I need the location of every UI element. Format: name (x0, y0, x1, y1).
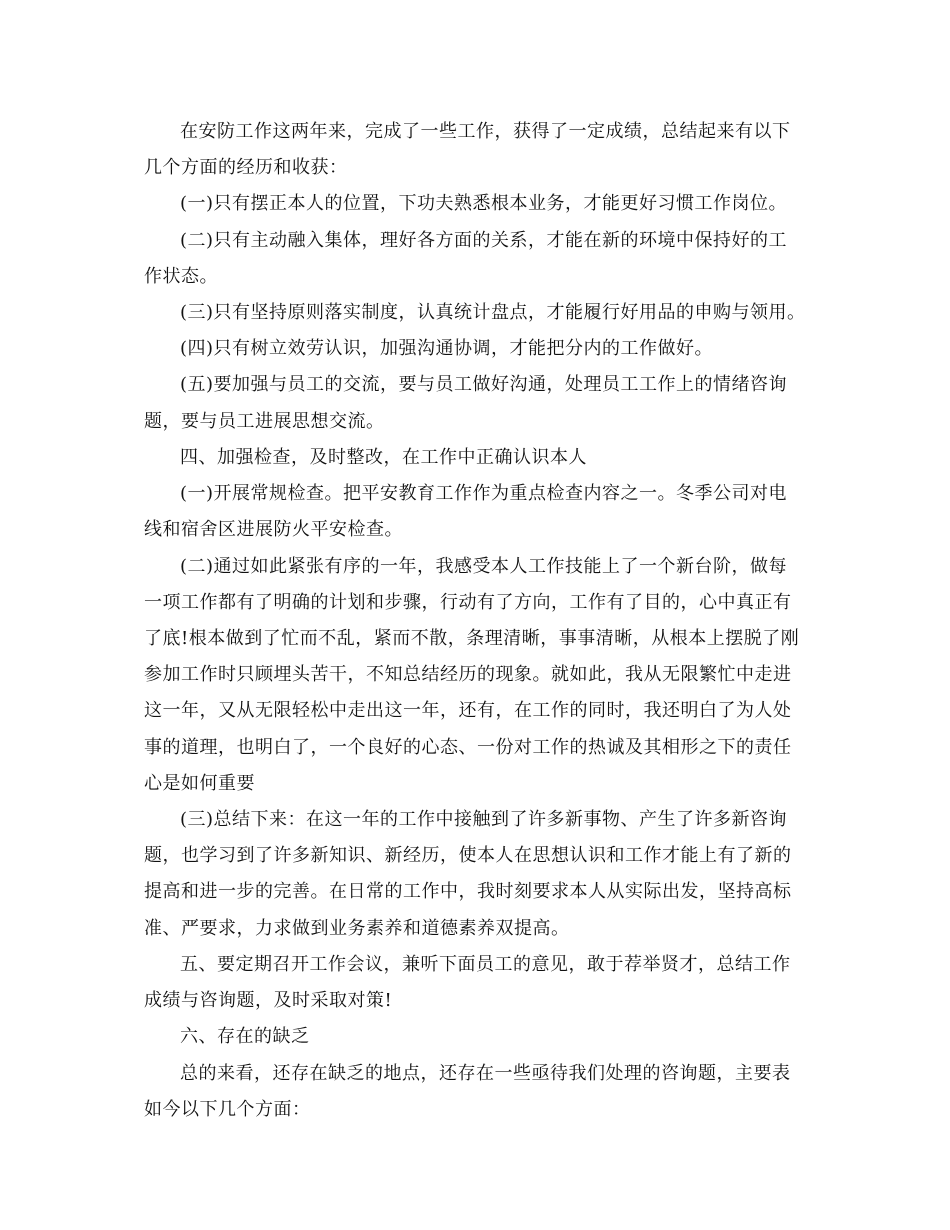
paragraph-line: 线和宿舍区进展防火平安检查。 (144, 519, 403, 540)
paragraph-line: (五)要加强与员工的交流，要与员工做好沟通，处理员工工作上的情绪咨询 (180, 374, 788, 395)
section-heading: 五、要定期召开工作会议，兼听下面员工的意见，敢于荐举贤才，总结工作 (180, 954, 791, 975)
section-heading: 四、加强检查，及时整改，在工作中正确认识本人 (180, 447, 587, 468)
paragraph-line: 在安防工作这两年来，完成了一些工作，获得了一定成绩，总结起来有以下 (180, 121, 791, 142)
paragraph-line: 准、严要求，力求做到业务素养和道德素养双提高。 (144, 918, 570, 939)
paragraph-line: 如今以下几个方面： (144, 1099, 311, 1120)
paragraph-line: (四)只有树立效劳认识，加强沟通协调，才能把分内的工作做好。 (180, 338, 714, 359)
paragraph-line: 几个方面的经历和收获： (144, 157, 348, 178)
paragraph-line: (二)只有主动融入集体，理好各方面的关系，才能在新的环境中保持好的工 (180, 230, 788, 251)
paragraph-line: 了底!根本做到了忙而不乱，紧而不散，条理清晰，事事清晰，从根本上摆脱了刚 (144, 628, 800, 649)
section-heading: 六、存在的缺乏 (180, 1026, 310, 1047)
paragraph-line: 题，要与员工进展思想交流。 (144, 411, 385, 432)
paragraph-line: (三)只有坚持原则落实制度，认真统计盘点，才能履行好用品的申购与领用。 (180, 302, 806, 323)
paragraph-line: 一项工作都有了明确的计划和步骤，行动有了方向，工作有了目的，心中真正有 (144, 592, 792, 613)
paragraph-line: 事的道理，也明白了，一个良好的心态、一份对工作的热诚及其相形之下的责任 (144, 737, 792, 758)
paragraph-line: 心是如何重要 (144, 773, 255, 794)
paragraph-line: 成绩与咨询题，及时采取对策! (144, 990, 393, 1011)
paragraph-line: 题，也学习到了许多新知识、新经历，使本人在思想认识和工作才能上有了新的 (144, 845, 792, 866)
paragraph-line: 总的来看，还存在缺乏的地点，还存在一些亟待我们处理的咨询题，主要表 (180, 1063, 791, 1084)
paragraph-line: 参加工作时只顾埋头苦干，不知总结经历的现象。就如此，我从无限繁忙中走进 (144, 664, 792, 685)
paragraph-line: (一)只有摆正本人的位置，下功夫熟悉根本业务，才能更好习惯工作岗位。 (180, 193, 788, 214)
paragraph-line: (一)开展常规检查。把平安教育工作作为重点检查内容之一。冬季公司对电 (180, 483, 788, 504)
paragraph-line: (二)通过如此紧张有序的一年，我感受本人工作技能上了一个新台阶，做每 (180, 556, 788, 577)
paragraph-line: 这一年，又从无限轻松中走出这一年，还有，在工作的同时，我还明白了为人处 (144, 700, 792, 721)
paragraph-line: (三)总结下来：在这一年的工作中接触到了许多新事物、产生了许多新咨询 (180, 809, 788, 830)
paragraph-line: 作状态。 (144, 266, 218, 287)
paragraph-line: 提高和进一步的完善。在日常的工作中，我时刻要求本人从实际出发，坚持高标 (144, 881, 792, 902)
